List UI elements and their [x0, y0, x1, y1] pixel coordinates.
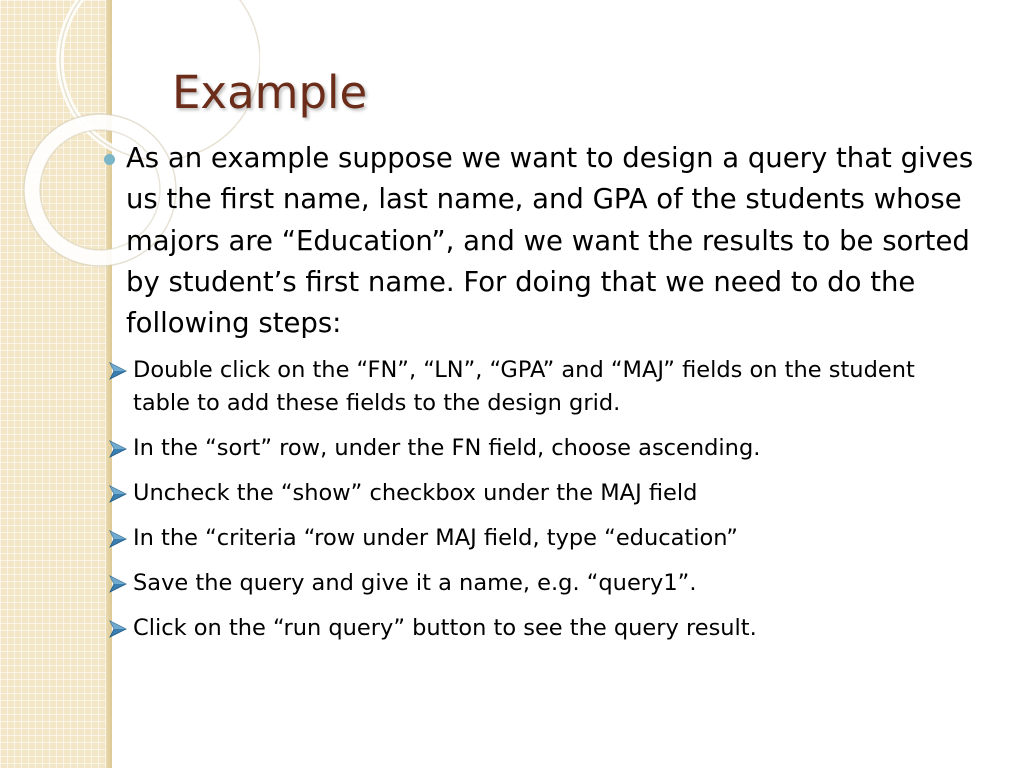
arrow-bullet-icon: [108, 522, 130, 555]
arrow-bullet-icon: [108, 477, 130, 510]
step-item: [108, 432, 976, 465]
steps-list: [108, 354, 976, 645]
step-item: [108, 354, 976, 420]
step-item: [108, 612, 976, 645]
arrow-bullet-icon: [108, 354, 130, 387]
arrow-bullet-icon: [108, 612, 130, 645]
step-text: In the “sort” row, under the FN field, choose ascending.: [133, 435, 761, 462]
arrow-bullet-icon: [108, 567, 130, 600]
step-text: Click on the “run query” button to see the query result.: [133, 615, 757, 642]
main-bullet-text: As an example suppose we want to design a query that gives us the first name, last name, and GPA of the students whose majors are “Education”, and we want the results to be sorted by student’s first name. For doing that we need to do the following steps:: [126, 142, 974, 340]
step-text: Save the query and give it a name, e.g. “query1”.: [133, 570, 697, 597]
step-text: Uncheck the “show” checkbox under the MAJ field: [133, 480, 698, 507]
step-item: [108, 567, 976, 600]
dot-bullet-icon: [104, 154, 115, 165]
main-bullet: [76, 138, 976, 344]
slide-body: [76, 138, 976, 657]
step-item: [108, 477, 976, 510]
step-text: Double click on the “FN”, “LN”, “GPA” and “MAJ” fields on the student table to add these fields to the design grid.: [133, 357, 915, 417]
step-item: [108, 522, 976, 555]
slide-title: Example: [172, 66, 368, 119]
step-text: In the “criteria “row under MAJ field, type “education”: [133, 525, 738, 552]
arrow-bullet-icon: [108, 432, 130, 465]
